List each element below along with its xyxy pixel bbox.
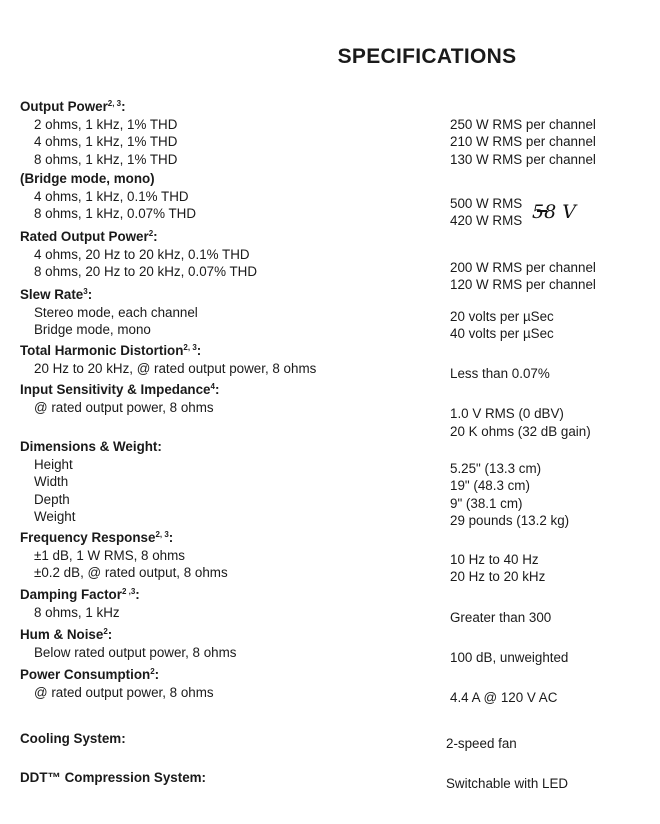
section-heading: Output Power$^{2, 3}$: [20,99,126,114]
section-heading-label: Power Consumption [20,667,151,682]
section-heading [20,769,206,786]
spec-value: 500 W RMS [450,195,523,211]
spec-value: 4.4 A @ 120 V AC [450,689,558,705]
spec-condition: Width [34,474,69,489]
spec-value: 2-speed fan [446,736,517,751]
section-heading [20,170,155,187]
spec-value: 19" (48.3 cm) [450,478,530,493]
spec-value: Less than 0.07% [450,365,550,381]
section-heading [20,438,162,455]
section-heading-label: Dimensions & Weight: [20,439,162,454]
section-heading-label: Rated Output Power [20,229,149,244]
spec-condition: Below rated output power, 8 ohms [34,644,237,660]
footnote-ref: 4 [210,382,215,391]
spec-condition: Depth [34,491,70,507]
page-title: SPECIFICATIONS [337,45,517,68]
spec-condition: 8 ohms, 1 kHz, 1% THD [34,151,178,167]
spec-value: 40 volts per µSec [450,326,554,341]
spec-value: 20 Hz to 20 kHz [450,569,546,584]
spec-value: 10 Hz to 40 Hz [450,551,539,567]
section-heading [20,730,126,747]
spec-condition: Bridge mode, mono [34,322,151,337]
footnote-ref: 3 [83,287,88,296]
spec-value: 250 W RMS per channel [450,116,596,132]
section-heading-label: Cooling System: [20,731,126,746]
spec-value: 5.25" (13.3 cm) [450,460,542,476]
spec-value: 120 W RMS per channel [450,277,596,292]
spec-condition: 4 ohms, 1 kHz, 1% THD [34,134,178,149]
section-heading: Input Sensitivity & Impedance$^4$: [20,382,220,397]
section-heading: Total Harmonic Distortion$^{2, 3}$: [20,343,202,358]
section-heading: Slew Rate$^3$: [20,287,93,302]
spec-condition: ±0.2 dB, @ rated output, 8 ohms [34,565,228,580]
section-heading: Hum & Noise$^2$: [20,627,113,642]
spec-condition: 20 Hz to 20 kHz, @ rated output power, 8 ohms [34,360,317,376]
spec-condition: Weight [34,509,76,524]
spec-value: 20 volts per µSec [450,308,554,324]
footnote-ref: 2 [148,229,154,238]
section-heading-label: DDT™ Compression System: [20,770,207,785]
spec-condition: 2 ohms, 1 kHz, 1% THD [34,116,178,132]
footnote-ref: 2 [150,667,155,676]
spec-condition: 8 ohms, 20 Hz to 20 kHz, 0.07% THD [34,264,258,279]
footnote-ref: 2, 3 [155,530,169,539]
section-heading: Frequency Response$^{2, 3}$: [20,530,174,545]
spec-condition: 8 ohms, 1 kHz [34,604,120,620]
spec-value: 1.0 V RMS (0 dBV) [450,406,564,421]
spec-condition: @ rated output power, 8 ohms [34,399,214,415]
spec-value: 130 W RMS per channel [450,151,596,167]
section-heading-label: Total Harmonic Distortion [20,343,184,358]
spec-value: 420 W RMS [450,213,523,228]
handwritten-annotation: 58 V [532,201,576,223]
spec-condition: 8 ohms, 1 kHz, 0.07% THD [34,206,196,221]
section-heading-label: Slew Rate [20,287,84,302]
section-heading-label: Hum & Noise [20,627,104,642]
section-heading-label: Output Power [20,99,108,114]
footnote-ref: 2, 3 [183,343,197,352]
spec-condition: Height [34,456,73,472]
section-heading: Damping Factor$^{2 ,3}$: [20,587,140,602]
section-heading: Power Consumption$^2$: [20,667,160,682]
spec-value: 29 pounds (13.2 kg) [450,513,570,528]
section-heading: Rated Output Power$^2$: [20,229,158,244]
footnote-ref: 2 ,3 [121,587,136,596]
spec-value: 20 K ohms (32 dB gain) [450,424,591,439]
spec-condition: Stereo mode, each channel [34,304,198,320]
spec-condition: ±1 dB, 1 W RMS, 8 ohms [34,547,185,563]
spec-value: Switchable with LED [446,776,569,791]
spec-value: 100 dB, unweighted [450,649,569,665]
spec-condition: 4 ohms, 1 kHz, 0.1% THD [34,188,189,204]
spec-value: 210 W RMS per channel [450,134,596,149]
spec-value: Greater than 300 [450,609,552,625]
section-heading-label: Input Sensitivity & Impedance [20,382,211,397]
section-heading-label: Frequency Response [20,530,156,545]
footnote-ref: 2, 3 [107,99,122,108]
spec-condition: 4 ohms, 20 Hz to 20 kHz, 0.1% THD [34,246,250,262]
spec-condition: @ rated output power, 8 ohms [34,684,214,700]
spec-value: 9" (38.1 cm) [450,495,523,511]
footnote-ref: 2 [103,627,108,636]
section-heading-label: (Bridge mode, mono) [20,171,155,186]
spec-value: 200 W RMS per channel [450,259,596,275]
section-heading-label: Damping Factor [20,587,122,602]
